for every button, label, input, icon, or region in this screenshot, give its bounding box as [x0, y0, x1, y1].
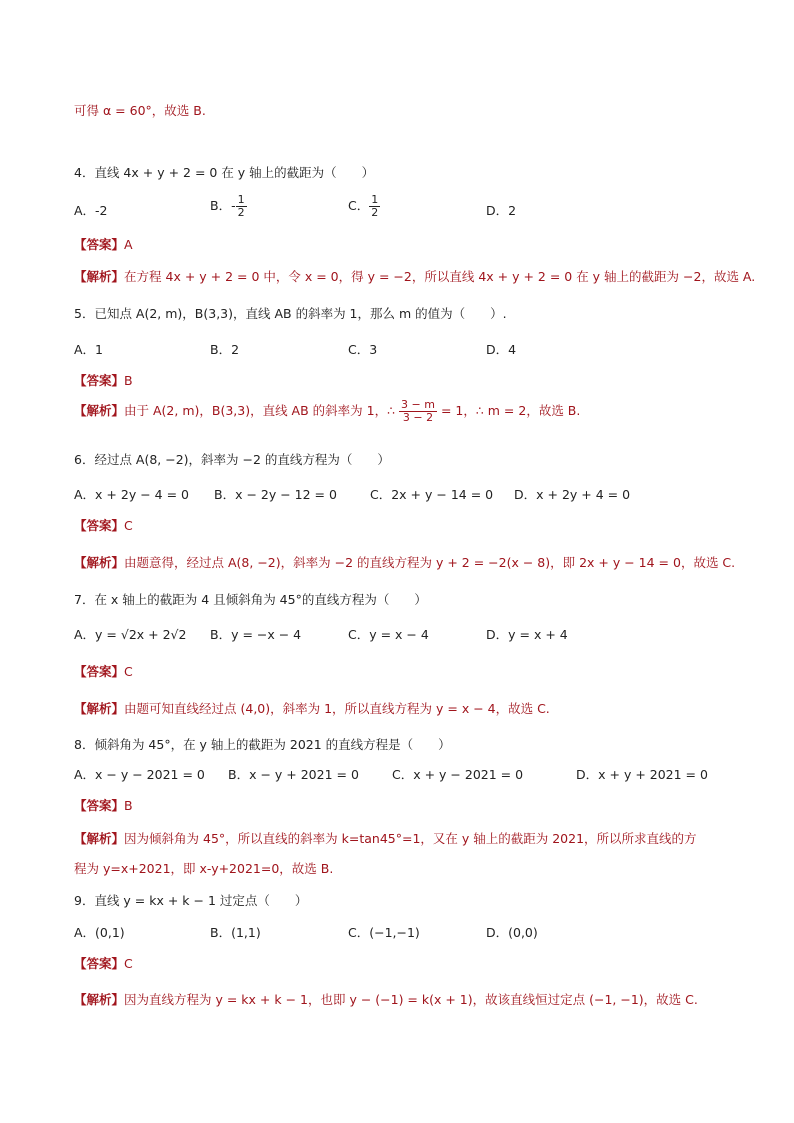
answer-label: 【答案】	[74, 518, 125, 533]
question-7-options	[74, 626, 734, 644]
question-8: 8．倾斜角为 45°，在 y 轴上的截距为 2021 的直线方程是（ ）	[74, 737, 451, 752]
analysis-label: 【解析】	[74, 992, 125, 1007]
option-a: A．1	[74, 342, 104, 357]
question-4-options	[74, 193, 734, 220]
analysis-6	[74, 554, 735, 572]
answer-value: A	[124, 237, 133, 252]
option-a: A．y = √2x + 2√2	[74, 627, 187, 642]
analysis-8-continued: 程为 y=x+2021，即 x-y+2021=0，故选 B.	[74, 861, 334, 876]
answer-value: C	[124, 956, 133, 971]
analysis-9	[74, 991, 698, 1009]
answer-value: C	[124, 664, 133, 679]
answer-4	[74, 236, 133, 254]
fraction-denominator: 2	[371, 206, 379, 219]
answer-label: 【答案】	[74, 237, 125, 252]
option-d: D．(0,0)	[486, 925, 538, 940]
option-c	[348, 194, 380, 219]
answer-value: C	[124, 518, 133, 533]
option-c: C．3	[348, 342, 378, 357]
answer-7	[74, 663, 133, 681]
fraction	[369, 194, 380, 219]
fraction	[399, 399, 437, 424]
analysis-text-end: = 1，∴ m = 2，故选 B.	[440, 403, 581, 418]
option-a: A．x + 2y − 4 = 0	[74, 487, 189, 502]
option-b: B．x − y + 2021 = 0	[228, 767, 359, 782]
analysis-8	[74, 830, 697, 848]
fraction-numerator: 1	[371, 193, 379, 206]
answer-9	[74, 955, 133, 973]
analysis-5	[74, 399, 580, 424]
option-c: C．x + y − 2021 = 0	[392, 767, 524, 782]
option-b	[210, 194, 247, 219]
option-d: D．4	[486, 342, 517, 357]
fraction	[236, 194, 247, 219]
option-d: D．x + y + 2021 = 0	[576, 767, 708, 782]
option-b: B．y = −x − 4	[210, 627, 302, 642]
option-b-prefix: B．-	[210, 198, 236, 213]
fraction-denominator: 3 − 2	[402, 411, 434, 424]
analysis-label: 【解析】	[74, 403, 125, 418]
fraction-denominator: 2	[237, 206, 245, 219]
fraction-numerator: 1	[237, 193, 245, 206]
question-7: 7．在 x 轴上的截距为 4 且倾斜角为 45°的直线方程为（ ）	[74, 592, 427, 607]
option-c-prefix: C．	[348, 198, 370, 213]
option-b: B．x − 2y − 12 = 0	[214, 487, 337, 502]
answer-label: 【答案】	[74, 373, 125, 388]
analysis-text: 因为直线方程为 y = kx + k − 1，也即 y − (−1) = k(x + 1)，故该直线恒过定点 (−1, −1)，故选 C.	[124, 992, 698, 1007]
answer-value: B	[124, 373, 133, 388]
answer-label: 【答案】	[74, 956, 125, 971]
analysis-text: 由题可知直线经过点 (4,0)，斜率为 1，所以直线方程为 y = x − 4，故选 C.	[124, 701, 550, 716]
analysis-text: 由于 A(2, m)，B(3,3)，直线 AB 的斜率为 1，∴	[124, 403, 396, 418]
option-b: B．(1,1)	[210, 925, 261, 940]
option-d: D．x + 2y + 4 = 0	[514, 487, 631, 502]
option-a: A．-2	[74, 203, 108, 218]
analysis-text: 由题意得，经过点 A(8, −2)，斜率为 −2 的直线方程为 y + 2 = −2(x − 8)，即 2x + y − 14 = 0，故选 C.	[124, 555, 736, 570]
analysis-text: 在方程 4x + y + 2 = 0 中，令 x = 0，得 y = −2，所以直线 4x + y + 2 = 0 在 y 轴上的截距为 −2，故选 A.	[124, 269, 756, 284]
option-c: C．y = x − 4	[348, 627, 429, 642]
option-d: D．y = x + 4	[486, 627, 568, 642]
option-b: B．2	[210, 342, 240, 357]
analysis-4	[74, 268, 755, 286]
answer-6	[74, 517, 133, 535]
analysis-label: 【解析】	[74, 831, 125, 846]
analysis-label: 【解析】	[74, 701, 125, 716]
option-d: D．2	[486, 203, 517, 218]
fraction-numerator: 3 − m	[401, 398, 435, 411]
answer-8	[74, 797, 133, 815]
option-a: A．x − y − 2021 = 0	[74, 767, 205, 782]
question-9: 9．直线 y = kx + k − 1 过定点（ ）	[74, 893, 308, 908]
question-6: 6．经过点 A(8, −2)，斜率为 −2 的直线方程为（ ）	[74, 452, 390, 467]
option-a: A．(0,1)	[74, 925, 125, 940]
analysis-text: 因为倾斜角为 45°，所以直线的斜率为 k=tan45°=1，又在 y 轴上的截距为 2021，所以所求直线的方	[124, 831, 697, 846]
question-6-options	[74, 486, 734, 504]
question-4: 4．直线 4x + y + 2 = 0 在 y 轴上的截距为（ ）	[74, 165, 375, 180]
prev-solution-end: 可得 α = 60°，故选 B.	[74, 103, 206, 118]
answer-label: 【答案】	[74, 798, 125, 813]
question-5-options	[74, 341, 734, 359]
answer-value: B	[124, 798, 133, 813]
option-c: C．2x + y − 14 = 0	[370, 487, 494, 502]
option-c: C．(−1,−1)	[348, 925, 420, 940]
analysis-label: 【解析】	[74, 555, 125, 570]
answer-5	[74, 372, 133, 390]
analysis-label: 【解析】	[74, 269, 125, 284]
question-8-options	[74, 766, 734, 784]
question-9-options	[74, 924, 734, 942]
question-5: 5．已知点 A(2, m)，B(3,3)，直线 AB 的斜率为 1，那么 m 的值为（ ）.	[74, 306, 507, 321]
analysis-7	[74, 700, 550, 718]
answer-label: 【答案】	[74, 664, 125, 679]
